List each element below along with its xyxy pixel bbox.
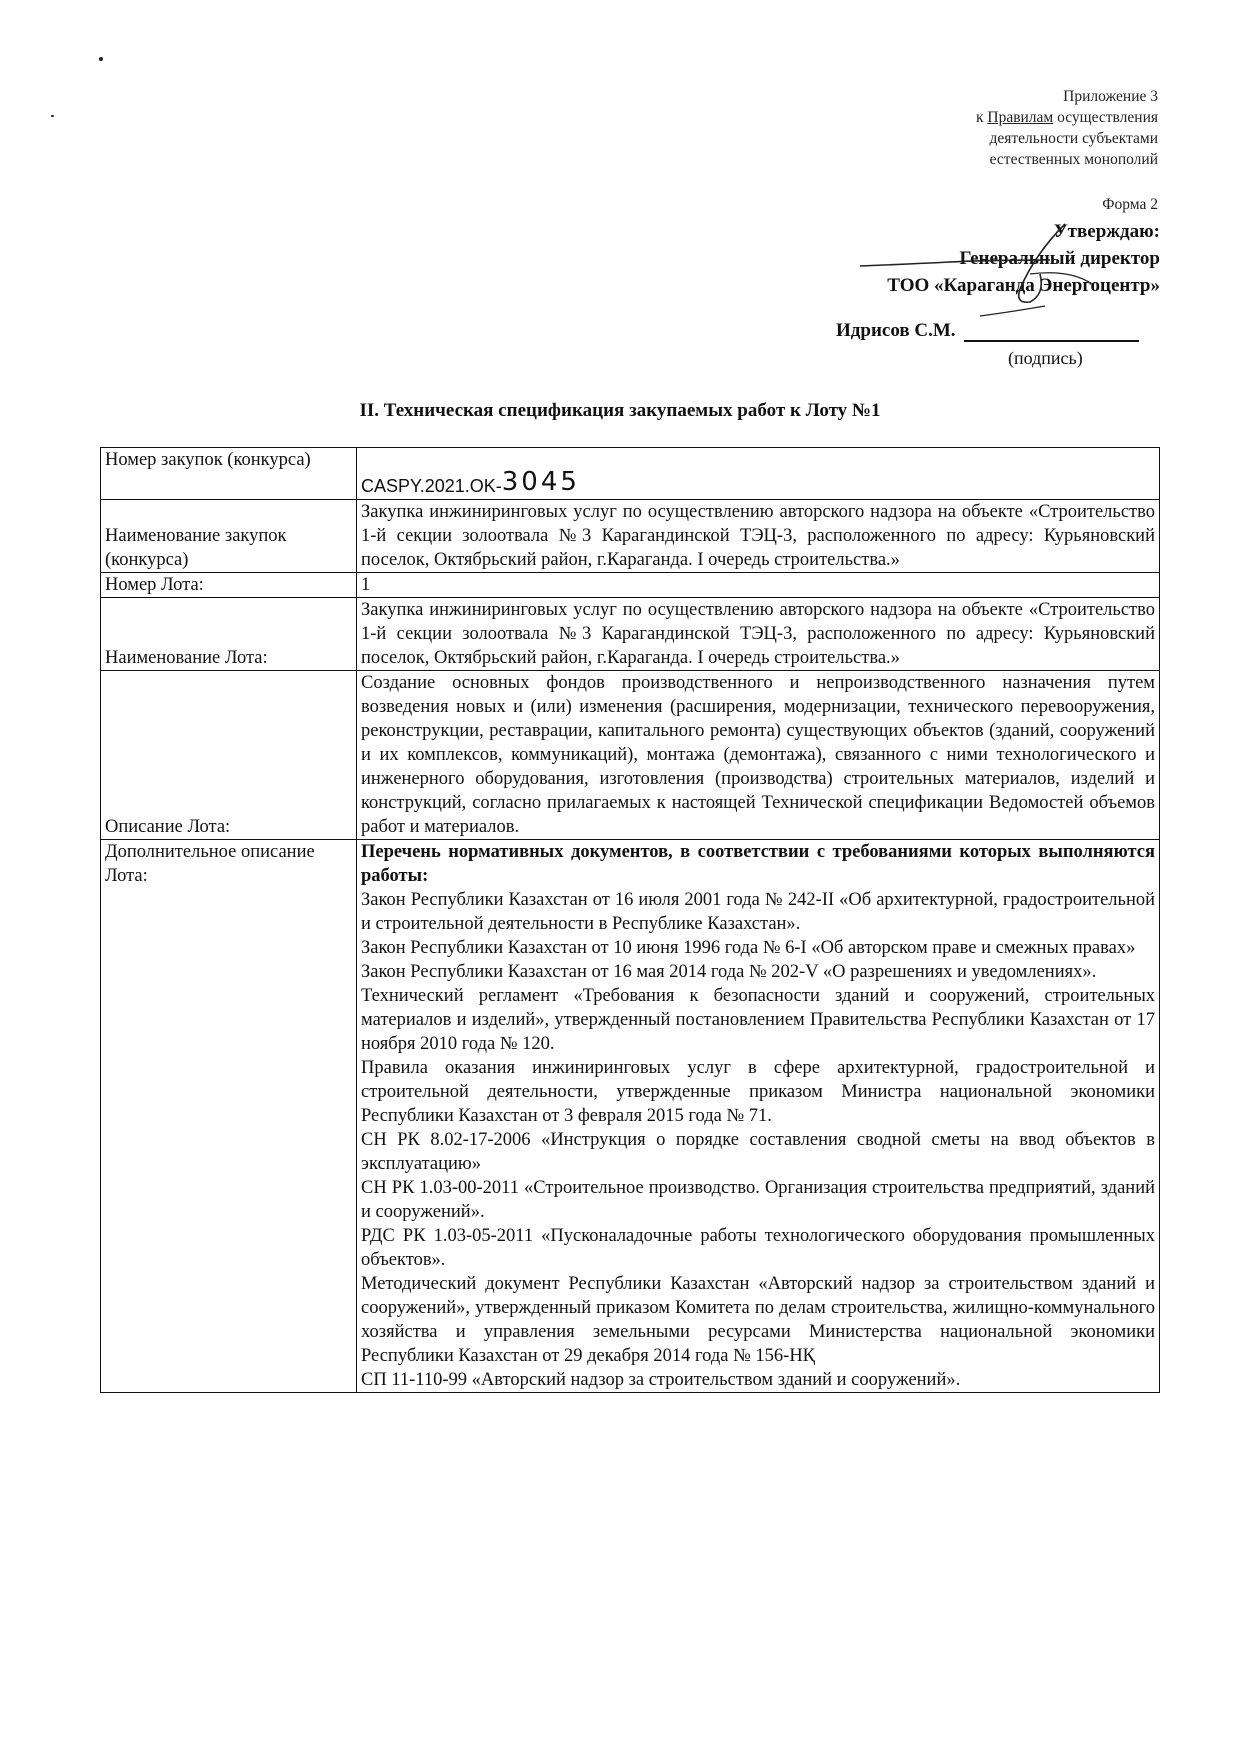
approval-line-2: Генеральный директор [959,248,1160,269]
signature-caption: (подпись) [1008,348,1083,368]
annex-suffix: осуществления [1053,109,1158,126]
annex-header [976,86,1158,170]
row-label: Номер Лота: [101,573,357,598]
row-value [357,840,1160,1393]
normative-doc-item: СН РК 8.02-17-2006 «Инструкция о порядке составления сводной сметы на ввод объектов в эксплуатацию» [361,1130,1155,1174]
signer-name: Идрисов С.М. [836,320,956,341]
table-row [101,671,1160,840]
page-title: II. Техническая спецификация закупаемых работ к Лоту №1 [359,400,881,421]
normative-doc-item: Правила оказания инжиниринговых услуг в сфере архитектурной, градостроительной и строительной деятельности, утвержденные приказом Министра национальной экономики Республики Казахстан от 3 февраля 2015 года № 71. [361,1058,1155,1126]
row-label: Наименование Лота: [101,598,357,671]
normative-doc-item: Закон Республики Казахстан от 16 июля 2001 года № 242-II «Об архитектурной, градостроительной и строительной деятельности в Республике Казахстан». [361,890,1155,934]
normative-doc-item: Закон Республики Казахстан от 10 июня 1996 года № 6-I «Об авторском праве и смежных правах» [361,938,1136,958]
annex-line-1: Приложение 3 [1063,88,1158,105]
table-row [101,500,1160,573]
normative-doc-item: Методический документ Республики Казахстан «Авторский надзор за строительством зданий и сооружений», утвержденный приказом Комитета по делам строительства, жилищно-коммунального хозяйства и управления земельными ресурсами Министерства национальной экономики Республики Казахстан от 29 декабря 2014 года № 156-НҚ [361,1274,1155,1366]
form-number: Форма 2 [1102,196,1158,213]
scan-speck [51,115,54,117]
table-row [101,448,1160,500]
row-label: Описание Лота: [101,671,357,840]
table-row [101,573,1160,598]
table-row [101,840,1160,1393]
annex-prefix: к [975,109,988,126]
approval-line-1: Утверждаю: [1053,221,1160,242]
row-value: Закупка инжиниринговых услуг по осуществлению авторского надзора на объекте «Строительство 1-й секции золоотвала №3 Карагандинской ТЭЦ-3, расположенного по адресу: Курьяновский поселок, Октябрьский район, г.Караганда. I очередь строительства.» [357,598,1160,671]
annex-line-3: деятельности субъектами [989,130,1158,147]
procurement-number: CASPY.2021.OK- [361,476,502,496]
row-label: Номер закупок (конкурса) [101,448,357,500]
annex-line-2 [976,107,1158,128]
normative-docs-heading: Перечень нормативных документов, в соответствии с требованиями которых выполняются работы: [361,842,1155,886]
row-label: Наименование закупок (конкурса) [101,500,357,573]
specification-table [100,447,1160,1393]
normative-doc-item: РДС РК 1.03-05-2011 «Пусконаладочные работы технологического оборудования промышленных объектов». [361,1226,1155,1270]
annex-line-4: естественных монополий [989,151,1158,168]
signature-field [964,318,1139,342]
signature-scribble [830,214,1150,324]
normative-doc-item: Технический регламент «Требования к безопасности зданий и сооружений, строительных материалов и изделий», утвержденный постановлением Правительства Республики Казахстан от 17 ноября 2010 года № 120. [361,986,1155,1054]
row-value: Закупка инжиниринговых услуг по осуществлению авторского надзора на объекте «Строительство 1-й секции золоотвала №3 Карагандинской ТЭЦ-3, расположенного по адресу: Курьяновский поселок, Октябрьский район, г.Караганда. I очередь строительства.» [357,500,1160,573]
row-value: 1 [357,573,1160,598]
normative-doc-item: СН РК 1.03-00-2011 «Строительное производство. Организация строительства предприятий, зданий и сооружений». [361,1178,1155,1222]
rules-link[interactable]: Правилам [987,109,1054,126]
table-row [101,598,1160,671]
handwritten-number: 3045 [501,467,580,497]
scan-speck [99,57,103,61]
row-value: Создание основных фондов производственного и непроизводственного назначения путем возведения новых и (или) изменения (расширения, модернизации, технического перевооружения, реконструкции, реставрации, капитального ремонта) существующих объектов (зданий, сооружений и их комплексов, коммуникаций), монтажа (демонтажа), связанного с ними технологического и инженерного оборудования, изготовления (производства) строительных материалов, изделий и конструкций, согласно прилагаемых к настоящей Технической спецификации Ведомостей объемов работ и материалов. [357,671,1160,840]
normative-doc-item: СП 11-110-99 «Авторский надзор за строительством зданий и сооружений». [361,1370,961,1390]
normative-doc-item: Закон Республики Казахстан от 16 мая 2014 года № 202-V «О разрешениях и уведомлениях». [361,962,1097,982]
row-value [357,448,1160,500]
approval-line-3: ТОО «Караганда Энергоцентр» [887,275,1160,296]
signer-line [836,318,1139,342]
row-label: Дополнительное описание Лота: [101,840,357,1393]
